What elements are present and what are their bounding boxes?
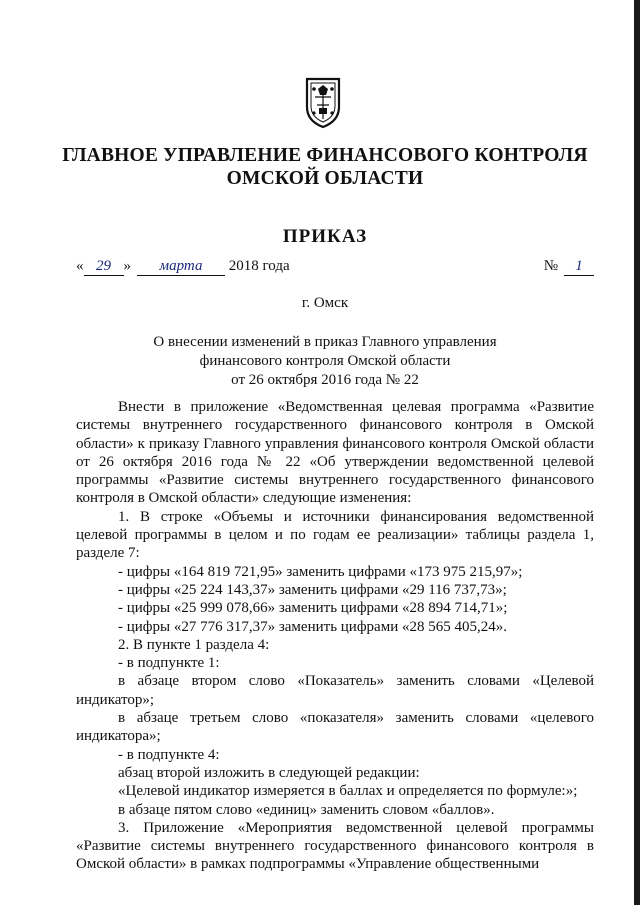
open-quote: « bbox=[76, 258, 84, 274]
order-day: 29 bbox=[84, 258, 124, 276]
order-dateline bbox=[76, 258, 596, 288]
order-year: 2018 года bbox=[228, 258, 290, 274]
item-3: 3. Приложение «Мероприятия ведомственной целевой программы «Развитие системы внутреннего государственного финансового контроля в Омской области» в рамках подпрограммы «Управление общественными bbox=[76, 819, 594, 873]
sub-item-1-a: в абзаце втором слово «Показатель» заменить словами «Целевой индикатор»; bbox=[76, 673, 594, 708]
order-title: ПРИКАЗ bbox=[282, 226, 368, 247]
sub-item-1: - в подпункте 1: bbox=[118, 655, 220, 672]
subject-line: финансового контроля Омской области bbox=[199, 353, 451, 369]
item-1: 1. В строке «Объемы и источники финансирования ведомственной целевой программы в целом и по годам ее реализации» таблицы раздела 1, разделе 7: bbox=[76, 508, 594, 562]
sub-item-1-b: в абзаце третьем слово «показателя» заменить словами «целевого индикатора»; bbox=[76, 710, 594, 745]
subject-line: от 26 октября 2016 года № 22 bbox=[231, 372, 419, 388]
order-month: марта bbox=[137, 258, 225, 276]
omsk-coat-of-arms-icon bbox=[301, 75, 345, 130]
city: г. Омск bbox=[301, 295, 349, 311]
sub-item-4-b: «Целевой индикатор измеряется в баллах и определяется по формуле:»; bbox=[118, 783, 578, 800]
sub-item-4-a: абзац второй изложить в следующей редакции: bbox=[118, 764, 420, 781]
close-quote: » bbox=[123, 258, 131, 274]
org-name-line1: ГЛАВНОЕ УПРАВЛЕНИЕ ФИНАНСОВОГО КОНТРОЛЯ bbox=[62, 145, 588, 166]
sub-item-4: - в подпункте 4: bbox=[118, 746, 220, 763]
intro-paragraph: Внести в приложение «Ведомственная целевая программа «Развитие системы внутреннего государственного финансового контроля в Омской области» к приказу Главного управления финансового контроля Омской области от 26 октября 2016 года № 22 «Об утверждении ведомственной целевой программы «Развитие системы внутреннего государственного финансового контроля в Омской области» следующие изменения: bbox=[76, 399, 594, 507]
order-body bbox=[76, 398, 594, 874]
scan-edge bbox=[634, 0, 640, 905]
order-date bbox=[76, 258, 290, 276]
item-2: 2. В пункте 1 раздела 4: bbox=[118, 636, 270, 653]
org-name-line2: ОМСКОЙ ОБЛАСТИ bbox=[226, 168, 424, 189]
subject-line: О внесении изменений в приказ Главного управления bbox=[153, 334, 497, 350]
order-number-value: 1 bbox=[564, 258, 594, 276]
order-subject bbox=[90, 333, 560, 390]
number-label: № bbox=[543, 258, 558, 274]
item-1-line: - цифры «27 776 317,37» заменить цифрами «28 565 405,24». bbox=[118, 618, 507, 635]
item-1-line: - цифры «164 819 721,95» заменить цифрами «173 975 215,97»; bbox=[118, 563, 523, 580]
item-1-line: - цифры «25 224 143,37» заменить цифрами «29 116 737,73»; bbox=[118, 581, 507, 598]
item-1-line: - цифры «25 999 078,66» заменить цифрами «28 894 714,71»; bbox=[118, 600, 508, 617]
order-number bbox=[544, 258, 594, 276]
sub-item-4-c: в абзаце пятом слово «единиц» заменить словом «баллов». bbox=[118, 801, 495, 818]
